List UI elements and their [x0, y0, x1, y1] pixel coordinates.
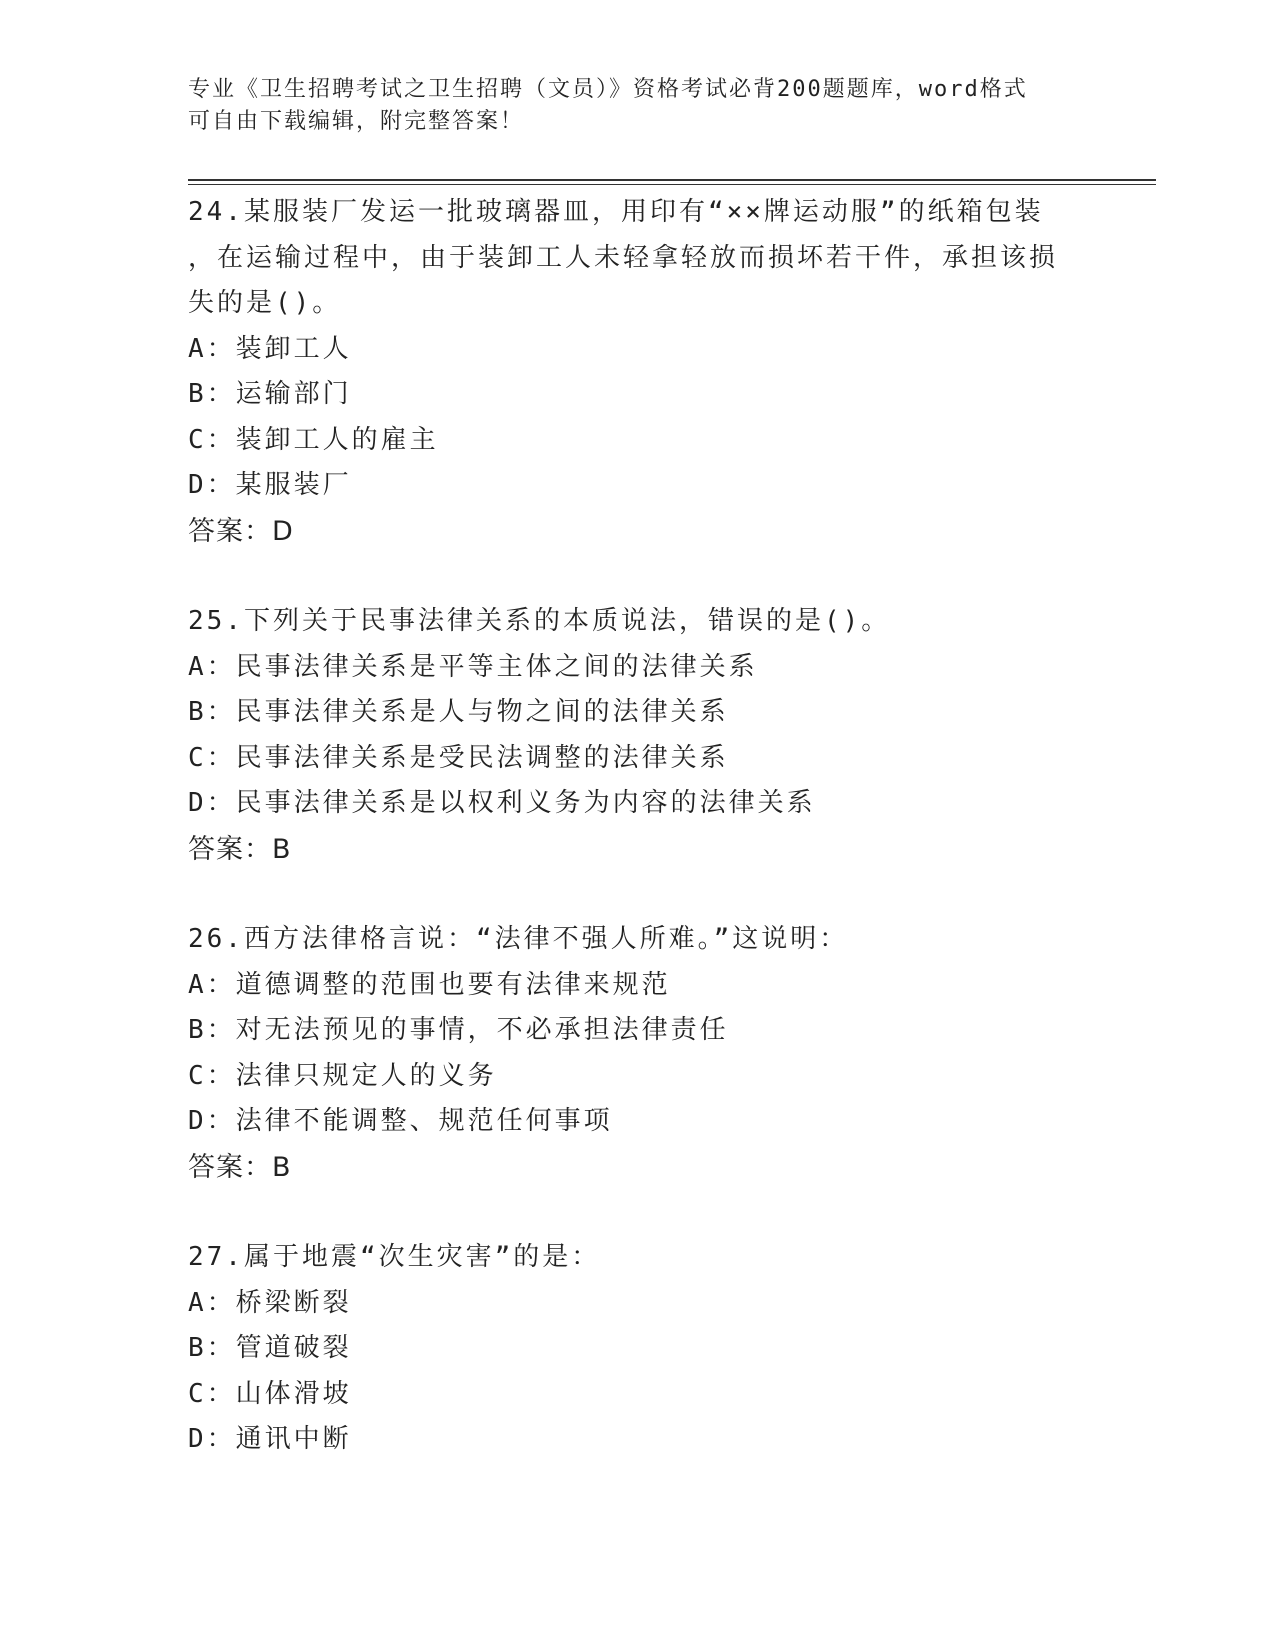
option-c: C：山体滑坡: [188, 1378, 352, 1409]
header-line-2: 可自由下载编辑，附完整答案！: [188, 109, 525, 134]
option-c: C：装卸工人的雇主: [188, 424, 439, 455]
question-stem-line: 24.某服装厂发运一批玻璃器皿，用印有“××牌运动服”的纸箱包装: [188, 197, 1044, 227]
option-a: A：桥梁断裂: [188, 1287, 352, 1318]
document-header: [188, 74, 1068, 138]
question-stem-line: ，在运输过程中，由于装卸工人未轻拿轻放而损坏若干件，承担该损: [188, 242, 1059, 273]
option-b: B：运输部门: [188, 379, 352, 409]
question-27: [188, 1235, 1088, 1463]
option-a: A：道德调整的范围也要有法律来规范: [188, 969, 671, 1000]
answer: 答案：D: [188, 515, 294, 547]
header-line-1: 专业《卫生招聘考试之卫生招聘（文员）》资格考试必背200题题库，word格式: [188, 77, 1028, 102]
header-divider-thin: [188, 184, 1156, 185]
option-d: D：民事法律关系是以权利义务为内容的法律关系: [188, 788, 816, 818]
header-divider-thick: [188, 179, 1156, 181]
option-a: A：民事法律关系是平等主体之间的法律关系: [188, 651, 758, 682]
option-b: B：对无法预见的事情，不必承担法律责任: [188, 1015, 729, 1045]
answer: 答案：B: [188, 833, 292, 865]
option-a: A：装卸工人: [188, 333, 352, 364]
option-b: B：民事法律关系是人与物之间的法律关系: [188, 697, 729, 727]
option-b: B：管道破裂: [188, 1333, 352, 1363]
question-25: [188, 599, 1088, 872]
question-26: [188, 917, 1088, 1190]
option-d: D：通讯中断: [188, 1424, 352, 1454]
question-stem-line: 26.西方法律格言说：“法律不强人所难。”这说明：: [188, 924, 849, 954]
option-d: D：某服装厂: [188, 470, 352, 500]
question-stem-line: 失的是()。: [188, 288, 342, 318]
question-stem-line: 25.下列关于民事法律关系的本质说法，错误的是()。: [188, 606, 891, 636]
option-c: C：民事法律关系是受民法调整的法律关系: [188, 742, 729, 773]
option-c: C：法律只规定人的义务: [188, 1060, 497, 1091]
question-24: [188, 190, 1088, 554]
question-list: [188, 190, 1088, 1508]
answer: 答案：B: [188, 1151, 292, 1183]
option-d: D：法律不能调整、规范任何事项: [188, 1106, 613, 1136]
question-stem-line: 27.属于地震“次生灾害”的是：: [188, 1242, 601, 1272]
